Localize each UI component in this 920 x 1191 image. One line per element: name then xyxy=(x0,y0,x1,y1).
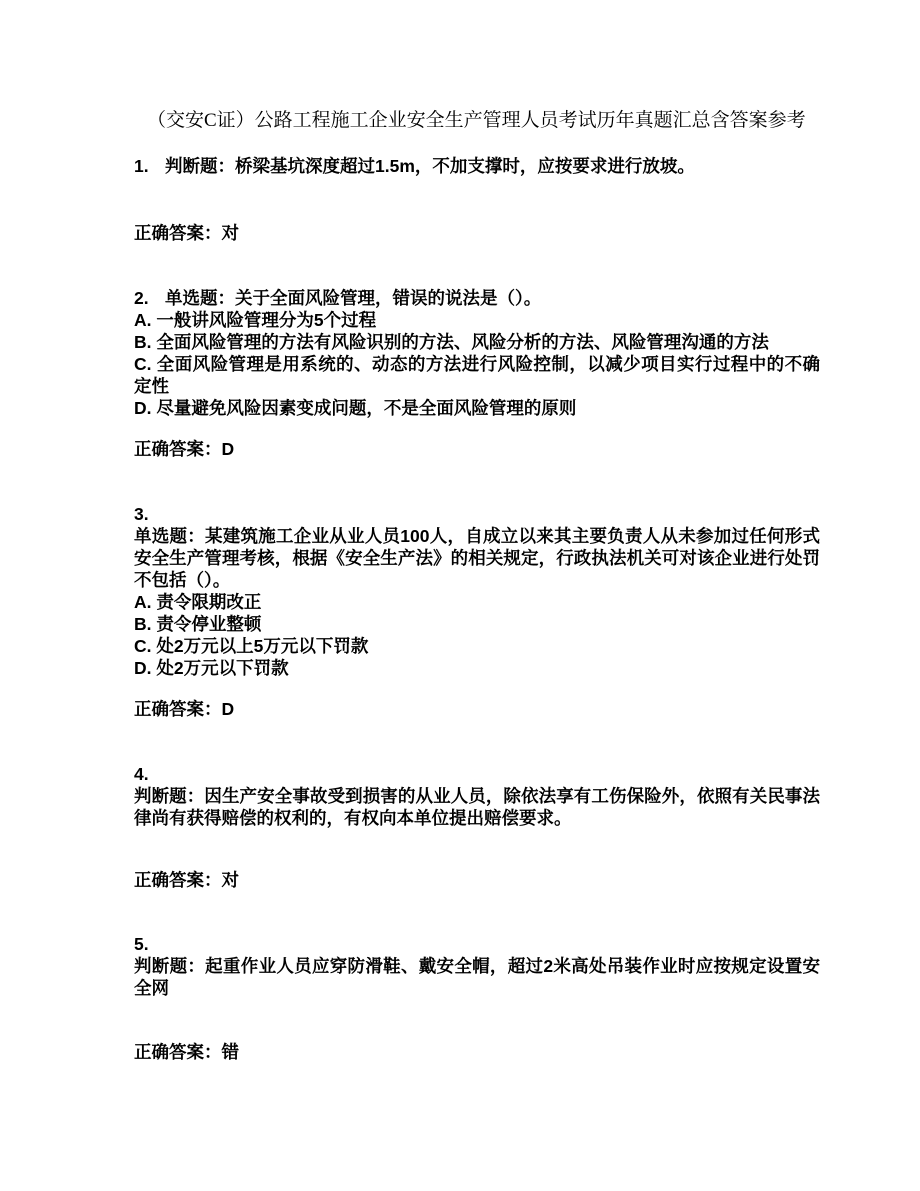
question-2 xyxy=(134,287,820,460)
answer-label: 正确答案： xyxy=(134,439,222,459)
question-3 xyxy=(134,503,820,720)
question-3-option-c: C. 处2万元以上5万元以下罚款 xyxy=(134,636,369,656)
question-3-option-a: A. 责令限期改正 xyxy=(134,592,262,612)
question-1-answer-line xyxy=(134,222,820,244)
question-2-text: 单选题：关于全面风险管理，错误的说法是（）。 xyxy=(165,288,542,308)
question-2-option-a: A. 一般讲风险管理分为5个过程 xyxy=(134,310,377,330)
question-1-number: 1. xyxy=(134,156,149,176)
question-3-answer: D xyxy=(221,699,235,719)
question-1-text: 判断题：桥梁基坑深度超过1.5m，不加支撑时，应按要求进行放坡。 xyxy=(165,156,695,176)
question-5-text: 判断题：起重作业人员应穿防滑鞋、戴安全帽，超过2米高处吊装作业时应按规定设置安全网 xyxy=(134,956,820,998)
question-2-answer: D xyxy=(221,439,235,459)
question-2-answer-line xyxy=(134,438,820,460)
answer-label: 正确答案： xyxy=(134,699,222,719)
question-3-option-d: D. 处2万元以下罚款 xyxy=(134,658,289,678)
answer-label: 正确答案： xyxy=(134,1042,222,1062)
question-5-answer: 错 xyxy=(221,1042,239,1062)
question-2-number: 2. xyxy=(134,288,149,308)
question-5-number: 5. xyxy=(134,934,149,954)
question-4-answer: 对 xyxy=(221,870,239,890)
question-5-answer-line xyxy=(134,1041,820,1063)
question-3-text: 单选题：某建筑施工企业从业人员100人，自成立以来其主要负责人从未参加过任何形式安全生产管理考核，根据《安全生产法》的相关规定，行政执法机关可对该企业进行处罚不包括（）。 xyxy=(134,526,820,590)
question-5 xyxy=(134,933,820,1063)
question-3-option-b: B. 责令停业整顿 xyxy=(134,614,262,634)
question-4-text: 判断题：因生产安全事故受到损害的从业人员，除依法享有工伤保险外，依照有关民事法律尚有获得赔偿的权利的，有权向本单位提出赔偿要求。 xyxy=(134,786,820,828)
question-4 xyxy=(134,763,820,891)
question-3-answer-line xyxy=(134,698,820,720)
answer-label: 正确答案： xyxy=(134,223,222,243)
page-title: （交安C证）公路工程施工企业安全生产管理人员考试历年真题汇总含答案参考 xyxy=(147,110,806,131)
question-2-line xyxy=(134,287,820,309)
question-1 xyxy=(134,155,820,244)
question-4-answer-line xyxy=(134,869,820,891)
question-4-number: 4. xyxy=(134,764,149,784)
question-2-option-d: D. 尽量避免风险因素变成问题，不是全面风险管理的原则 xyxy=(134,398,577,418)
question-1-line xyxy=(134,155,820,177)
answer-label: 正确答案： xyxy=(134,870,222,890)
question-2-option-b: B. 全面风险管理的方法有风险识别的方法、风险分析的方法、风险管理沟通的方法 xyxy=(134,332,769,352)
question-3-number: 3. xyxy=(134,504,149,524)
question-2-option-c: C. 全面风险管理是用系统的、动态的方法进行风险控制，以减少项目实行过程中的不确定性 xyxy=(134,354,820,396)
question-1-answer: 对 xyxy=(221,223,239,243)
